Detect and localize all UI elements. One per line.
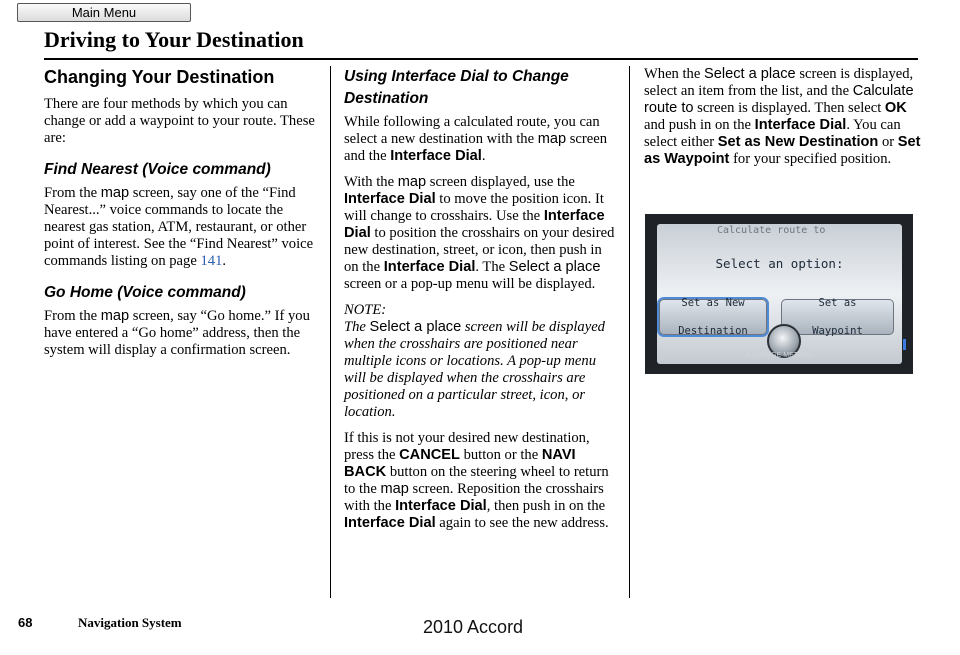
note-label: NOTE: [344, 302, 387, 318]
note-paragraph: The Select a place screen will be displayed when the crosshairs are positioned near multiple icons or locations. A pop-up menu will be displayed when the crosshairs are positioned on a particular street, icon, or location. [344, 319, 605, 420]
set-as-waypoint-button[interactable]: Set as Waypoint [781, 299, 894, 335]
column-1 [44, 66, 316, 368]
screen-prompt: Select an option: [715, 256, 844, 271]
subheading-go-home: Go Home (Voice command) [44, 284, 246, 301]
dial-paragraph-1: While following a calculated route, you can select a new destination with the map screen and the Interface Dial. [344, 114, 608, 164]
nav-screen-image [645, 214, 913, 374]
footer-label: Navigation System [78, 615, 182, 630]
set-as-new-destination-button[interactable]: Set as New Destination [659, 299, 767, 335]
page-title: Driving to Your Destination [44, 27, 304, 52]
find-nearest-paragraph: From the map screen, say one of the “Find Nearest...” voice commands to locate the nearest gas station, ATM, restaurant, or other point of interest. See the “Find Nearest” voice commands listing on page 141. [44, 185, 314, 269]
page-141-link[interactable]: 141 [200, 253, 223, 269]
subheading-find-nearest: Find Nearest (Voice command) [44, 161, 271, 178]
dial-paragraph-2: With the map screen displayed, use the Interface Dial to move the position icon. It will change to crosshairs. Use the Interface Dial to position the crosshairs on your desired new destination, street, or icon, then push in on the Interface Dial. The Select a place screen or a pop-up menu will be displayed. [344, 174, 615, 292]
go-home-paragraph: From the map screen, say “Go home.” If you have entered a “Go home” address, then the system will display a confirmation screen. [44, 308, 310, 358]
column-3 [644, 66, 922, 177]
scroll-indicator [903, 339, 906, 350]
main-menu-button[interactable]: Main Menu [17, 3, 191, 22]
select-place-paragraph: When the Select a place screen is displayed, select an item from the list, and the Calculate route to screen is displayed. Then select OK and push in on the Interface Dial. You can select either Set as New Destination or Set as Waypoint for your specified position. [644, 66, 921, 167]
section-heading-changing-destination: Changing Your Destination [44, 67, 275, 87]
dial-paragraph-3: If this is not your desired new destination, press the CANCEL button or the NAVI BACK button on the steering wheel to return to the map screen. Reposition the crosshairs with the Interface Dial, then push in on the Interface Dial again to see the new address. [344, 430, 609, 531]
watermark: 2010 Accord [423, 617, 524, 637]
column-divider-1 [330, 66, 331, 598]
page-number: 68 [18, 615, 33, 630]
intro-paragraph: There are four methods by which you can change or add a waypoint to your route. These are: [44, 96, 315, 146]
nav-screen-panel [657, 224, 902, 364]
column-divider-2 [629, 66, 630, 598]
subheading-interface-dial: Using Interface Dial to Change Destination [344, 68, 569, 107]
column-2 [344, 66, 616, 541]
title-rule [44, 58, 918, 60]
screen-background-title: Calculate route to [717, 225, 826, 236]
change-method-label: ▼CHANGE METHOD [744, 352, 814, 359]
